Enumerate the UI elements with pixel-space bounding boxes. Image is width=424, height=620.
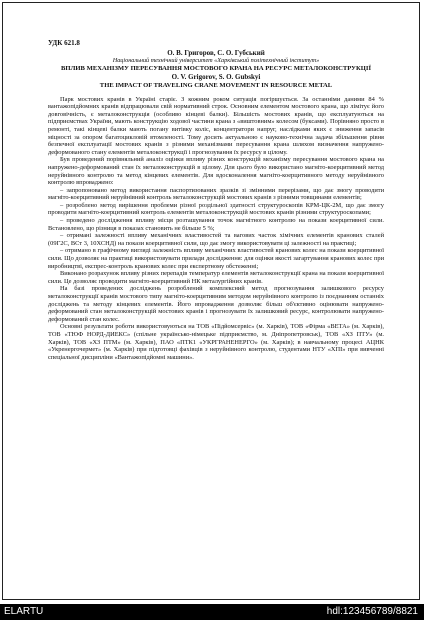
viewer-footer-bar: [0, 604, 424, 620]
list-item: – отримано в графічному вигляді залежність впливу механічних властивостей кранових колес на покази коерцитивної сили. Що дозволяє на практиці використовувати прилади дослідження: для оцінки якості загартування кранових колес при виробництві, експрес-контроль кранових колес при експертному обстеженні;: [48, 247, 384, 270]
paragraph: Виконано розрахунок впливу різних перепадів температур елементів металоконструкції крана на покази коерцитивної сили. Це дозволяє проводити магніто-коерцитивний НК металургійних кранів.: [48, 270, 384, 285]
repository-name: ELARTU: [4, 606, 44, 617]
handle-id: hdl:123456789/8821: [326, 606, 418, 617]
authors-en: O. V. Grigorov, S. O. Gubskyi: [171, 73, 261, 82]
title-en: THE IMPACT OF TRAVELING CRANE MOVEMENT IN RESOURCE METAL: [99, 81, 333, 89]
authors-ua: О. В. Григоров, С. О. Губський: [167, 48, 265, 57]
list-item: – запропоновано метод використання паспортизованих зразків зі змінними перерізами, що дає змогу проводити магніто-коерцитивний неруйнівний контроль металоконструкцій мостових кранів з різними товщинами елементів;: [48, 186, 384, 202]
title-ua: ВПЛИВ МЕХАНІЗМУ ПЕРЕСУВАННЯ МОСТОВОГО КРАНА НА РЕСУРС МЕТАЛОКОНСТРУКЦІЇ: [60, 64, 372, 72]
paragraph: Основні результати роботи використовуються на ТОВ «Підйомсервіс» (м. Харків), ТОВ «Фірма «ВЕТА» (м. Харків), ТОВ «ТЮФ НОРД-ДИЕКС» (спільне українсько-німецьке підприємство, м. Дніпропетровськ), ТОВ «ХЗ ПТУ» (м. Харків), ТОВ «ХЗ ПТМ» (м. Харків), ПАО «ПТК1 «УКРГРАНЕНЕРГО» (м. Харків); в навчальному процесі АЦНК «Укренергочермет» (м. Харків) при підготовці фахівців з неруйнівного контролю, студентами НТУ «ХПІ» при вивченні спеціальної дисципліни «Вантажопідйомні машини».: [48, 323, 384, 361]
paragraph: Був проведений порівняльний аналіз оцінки впливу різних конструкцій механізму пересування мостового крана на напружено-деформований стан їх металоконструкцій в цілому. Для цього було використано магніто-коерцитивний метод неруйнівного контролю та метод кінцевих елементів. Для вдосконалення магніто-коерцитивного методу неруйнівного контролю впроваджено:: [48, 156, 384, 187]
article-content: [48, 40, 384, 361]
list-item: – проведено дослідження впливу місця розташування точок магнітного контролю на покази коерцитивної сили. Встановлено, що різниця в показах становить не більше 5 %;: [48, 217, 384, 232]
udk-code: УДК 621.8: [48, 39, 80, 47]
list-item: – отримані залежності впливу механічних властивостей та вагових часток хімічних елементів кранових сталей (09Г2С, ВСт 3, 10ХСНД) на покази коерцитивної сили, що дає змогу використовувати ці залежності на практиці;: [48, 232, 384, 247]
list-item: – розроблено метод вирішення проблеми різної роздільної здатності структуроскопів КРМ-ЦК-2М, що дає змогу проводити магніто-коерцитивний контроль елементів металоконструкцій мостових кранів різними структуроскопами;: [48, 201, 384, 217]
affiliation: Національний технічний університет «Харківський політехнічний інститут»: [112, 57, 320, 65]
article-body: [48, 96, 384, 362]
paragraph: На базі проведених досліджень розроблений комплексний метод прогнозування залишкового ресурсу металоконструкції кранів мостового типу магніто-коерцитивним методом неруйнівного контролю із поєднанням останніх досліджень та методу кінцевих елементів. Його впровадження дозволяє більш об'єктивно оцінювати напружено-деформований стан металоконструкцій мостових кранів і прогнозувати їх залишковий ресурс, контролювати напружено-деформований стан колес.: [48, 285, 384, 323]
paragraph: Парк мостових кранів в Україні старіє. З кожним роком ситуація погіршується. За останніми даними 84 % вантажопідйомних кранів відпрацювали свій нормативний строк. Основним елементом мостового крана, що лімітує його довговічність, є металоконструкція (особливо кінцеві балки). Більшість мостових кранів, що експлуатуються на підприємствах України, мають конструкцію ходової частини крана з «виштовним» колесом (буксами). Порівняно просто в ремонті, такі кінцеві балки мають погану витівку коліс, концентратори напруг, наслідками яких є зниження запасів міцності за опором багатоцикловій втомленості. Тому досить актуальною є науково-технічна задача збільшення рівня безпечної експлуатації мостових кранів з різними механізмами пересування крана шляхом визначення напружено-деформованого стану елементів металоконструкції і прогнозування їх ресурсу в цілому.: [48, 95, 384, 156]
